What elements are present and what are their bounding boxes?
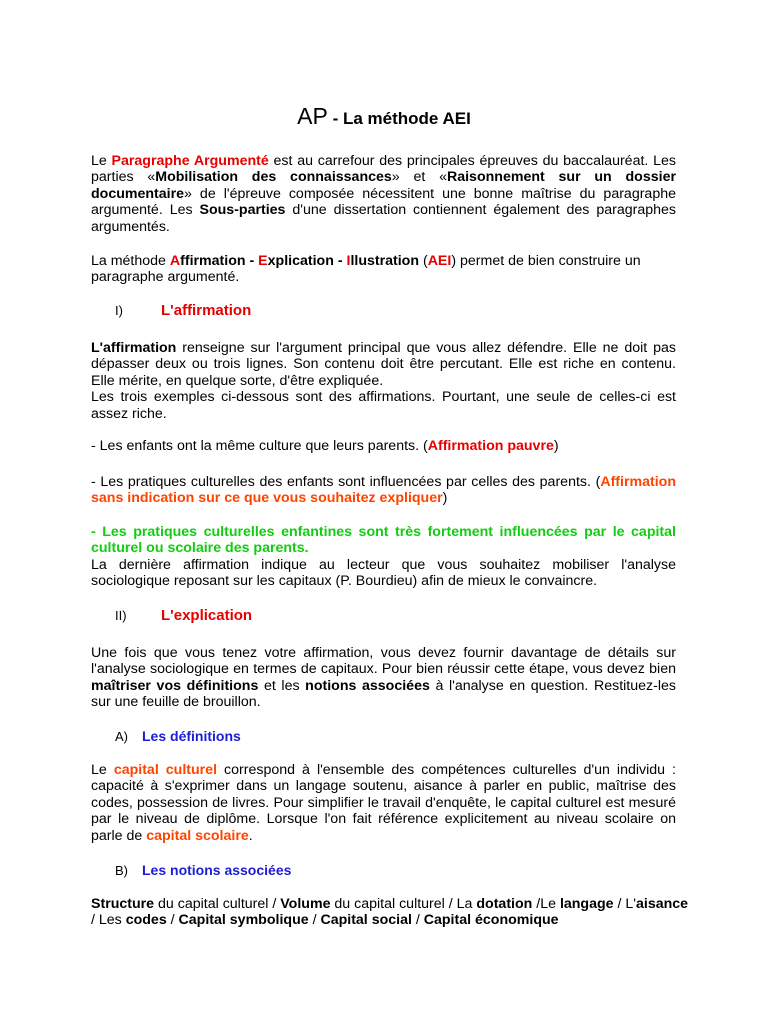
text: du capital culturel / La (330, 896, 477, 912)
section-title: L'explication (161, 607, 253, 624)
text: - Les enfants ont la même culture que leurs parents. ( (91, 438, 428, 454)
notion: Capital symbolique (178, 912, 309, 929)
term-sous-parties: Sous-parties (199, 202, 286, 219)
text: correspond à l'ensemble des compétences culturelles d'un individu : capacité à s'exprimer dans un langage soutenu, aisance à parler en public, maîtrise des codes, possession de livres. Pour simplifier le travail d'enquête, le capital culturel est mesuré par le niveau de diplôme. Lorsque l'on fait référence explicitement au niveau scolaire on parle de (91, 762, 676, 844)
text: llustration (350, 253, 420, 269)
section-title: L'affirmation (161, 302, 252, 319)
subsection-number: A) (115, 729, 128, 744)
text: / L' (613, 896, 636, 912)
title-rest: La méthode AEI (342, 109, 471, 128)
text: / Les (91, 912, 126, 929)
term-definitions: maîtriser vos définitions (91, 677, 259, 694)
text: ) (442, 490, 448, 507)
section-number: II) (115, 608, 127, 623)
intro-paragraph-1 (91, 153, 676, 235)
text: à l'analyse en question. Restituez-les sur une feuille de brouillon. (91, 677, 676, 711)
term-affirmation: L'affirmation (91, 340, 177, 356)
notion: codes (125, 912, 167, 929)
subsection-title: Les définitions (142, 728, 241, 744)
notions-list (91, 896, 691, 929)
intro-paragraph-2 (91, 253, 676, 286)
term-capital-scolaire: capital scolaire (146, 827, 249, 844)
text: » et « (391, 169, 447, 186)
letter-a: A (169, 253, 181, 269)
subsection-number: B) (115, 863, 128, 878)
explication-paragraph (91, 645, 676, 711)
term-paragraphe-argumente: Paragraphe Argumenté (111, 153, 269, 169)
notion: aisance (636, 896, 689, 912)
notion: Volume (280, 896, 331, 912)
notion: Structure (91, 896, 155, 912)
example-3 (91, 524, 676, 590)
text: Le (91, 762, 114, 778)
text: ) permet de bien construire un paragraphe argumenté. (91, 253, 641, 286)
text: Une fois que vous tenez votre affirmation, vous devez fournir davantage de détails sur l'analyse sociologique en termes de capitaux. Pour bien réussir cette étape, vous devez bien (91, 645, 676, 678)
title-ap: AP (297, 103, 328, 129)
example-2 (91, 474, 676, 507)
acronym-aei: AEI (427, 253, 452, 269)
text: - Les pratiques culturelles des enfants sont influencées par celles des parents. ( (91, 474, 601, 490)
text: / (308, 912, 321, 929)
text: La méthode (91, 253, 170, 269)
notion: Capital social (320, 912, 412, 929)
text: Les trois exemples ci-dessous sont des affirmations. Pourtant, une seule de celles-ci est assez riche. (91, 389, 676, 422)
term-notions: notions associées (305, 677, 430, 694)
text: ( (419, 253, 428, 269)
notion: dotation (476, 896, 533, 912)
text: » de l'épreuve composée nécessitent une bonne maîtrise du paragraphe argumenté. Les (91, 185, 676, 219)
subsection-heading-b (115, 862, 291, 879)
text: et les (258, 677, 306, 694)
term-mobilisation: Mobilisation des connaissances (155, 169, 392, 186)
notion: Capital économique (423, 912, 559, 929)
subsection-heading-a (115, 728, 241, 745)
term-capital-culturel: capital culturel (113, 762, 218, 778)
section-heading-1 (115, 303, 251, 319)
page-title (0, 103, 768, 129)
letter-i: I (346, 253, 351, 269)
text: Le (91, 153, 112, 169)
section-number: I) (115, 303, 123, 318)
rich-affirmation: - Les pratiques culturelles enfantines sont très fortement influencées par le capital culturel ou scolaire des parents. (91, 524, 676, 557)
example-1 (91, 438, 676, 454)
subsection-title: Les notions associées (142, 862, 292, 878)
definitions-paragraph (91, 762, 676, 844)
text: renseigne sur l'argument principal que vous allez défendre. Elle ne doit pas dépasser deux ou trois lignes. Son contenu doit être percutant. Elle est riche en contenu. Elle mérite, en quelque sorte, d'être expliquée. (91, 340, 676, 389)
text: - (245, 253, 259, 269)
term-raisonnement: Raisonnement sur un dossier documentaire (91, 169, 676, 202)
text: . (248, 827, 253, 844)
text: du capital culturel / (154, 896, 281, 912)
text: /Le (532, 896, 560, 912)
text: / (411, 912, 424, 929)
letter-e: E (258, 253, 268, 269)
text: La dernière affirmation indique au lecteur que vous souhaitez mobiliser l'analyse sociologique reposant sur les capitaux (P. Bourdieu) afin de mieux le convaincre. (91, 556, 676, 590)
section-heading-2 (115, 608, 252, 624)
text: - (333, 253, 347, 269)
text: ) (553, 438, 559, 454)
label-affirmation-pauvre: Affirmation pauvre (427, 438, 554, 454)
text: d'une dissertation contiennent également des paragraphes argumentés. (91, 202, 676, 235)
label-affirmation-sans-indication: Affirmation sans indication sur ce que vous souhaitez expliquer (91, 474, 676, 507)
text: / (166, 912, 179, 929)
text: ffirmation (180, 253, 246, 269)
text: est au carrefour des principales épreuves du baccalauréat. Les parties « (91, 153, 676, 186)
text: xplication (267, 253, 334, 269)
title-dash: - (327, 109, 343, 128)
affirmation-paragraph (91, 340, 676, 422)
notion: langage (559, 896, 614, 912)
